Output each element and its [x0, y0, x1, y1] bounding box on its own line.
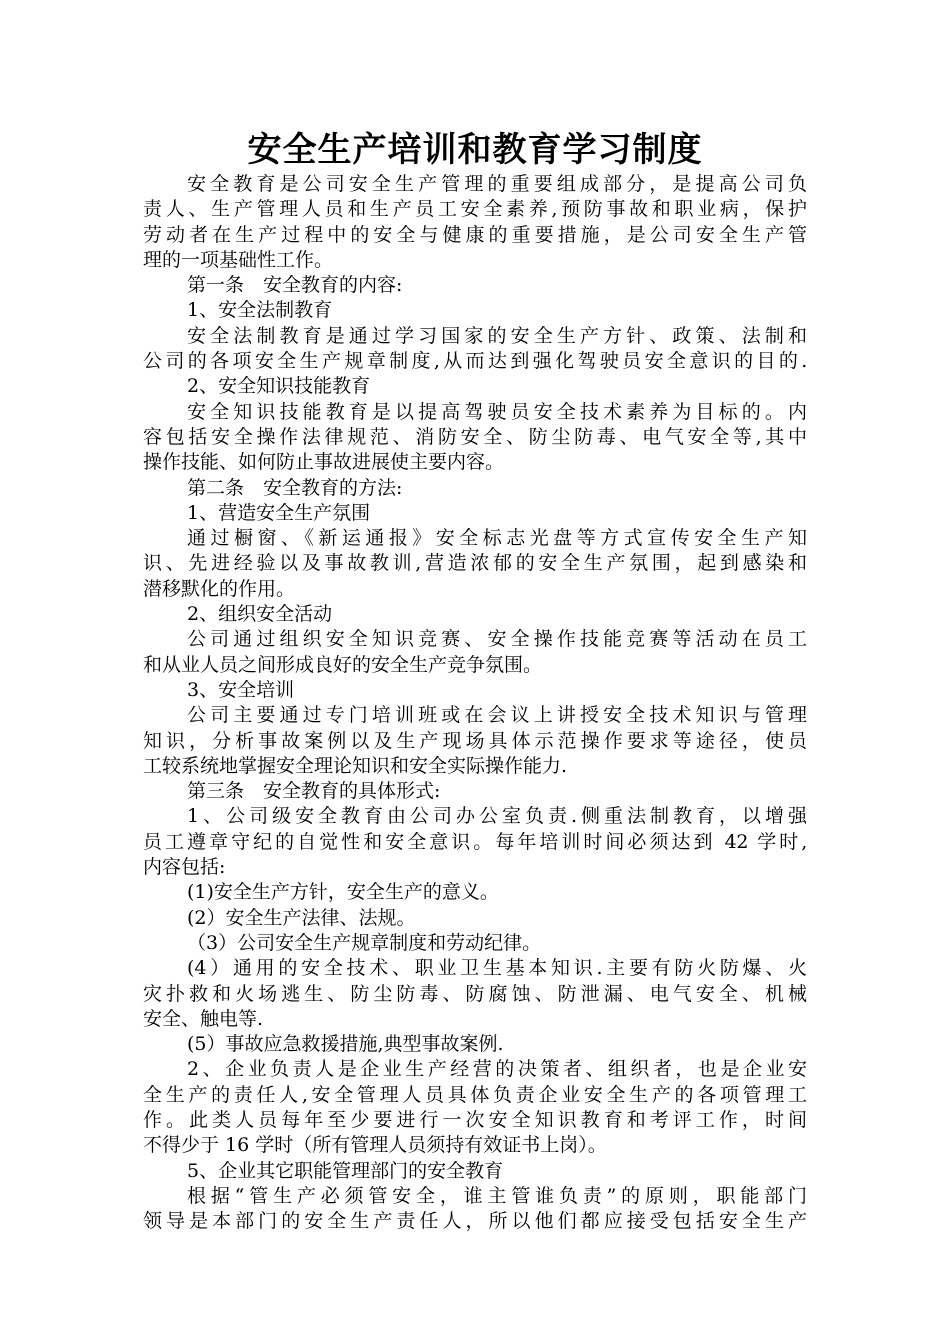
paragraph-line: 公司通过组织安全知识竞赛、安全操作技能竞赛等活动在员工 — [187, 628, 807, 651]
section-heading: 第二条 安全教育的方法: — [187, 476, 403, 499]
paragraph-line: 潜移默化的作用。 — [143, 577, 296, 600]
paragraph-line: 公司的各项安全生产规章制度,从而达到强化驾驶员安全意识的目的. — [143, 350, 807, 373]
paragraph-line: 通过橱窗、《新运通报》安全标志光盘等方式宣传安全生产知 — [187, 527, 807, 550]
paragraph-line: 公司主要通过专门培训班或在会议上讲授安全技术知识与管理 — [187, 704, 807, 727]
subsection-heading: 1、安全法制教育 — [187, 299, 333, 322]
section-heading: 第三条 安全教育的具体形式: — [187, 780, 441, 803]
paragraph-line: 责人、生产管理人员和生产员工安全素养,预防事故和职业病，保护 — [143, 198, 807, 221]
document-page — [143, 128, 807, 1234]
section-heading: 第一条 安全教育的内容: — [187, 274, 403, 297]
list-item: (1)安全生产方针，安全生产的意义。 — [187, 881, 499, 904]
document-title: 安全生产培训和教育学习制度 — [247, 130, 703, 170]
paragraph-line: 员工遵章守纪的自觉性和安全意识。每年培训时间必须达到 42 学时, — [143, 830, 807, 853]
list-item: (5）事故应急救援措施,典型事故案例. — [187, 1033, 504, 1056]
paragraph-line: 灾扑救和火场逃生、防尘防毒、防腐蚀、防泄漏、电气安全、机械 — [143, 982, 807, 1005]
paragraph-line: 劳动者在生产过程中的安全与健康的重要措施，是公司安全生产管 — [143, 223, 807, 246]
paragraph-line: 不得少于 16 学时（所有管理人员须持有效证书上岗）。 — [143, 1134, 607, 1157]
paragraph-line: 理的一项基础性工作。 — [143, 248, 334, 271]
list-item: (4）通用的安全技术、职业卫生基本知识.主要有防火防爆、火 — [187, 957, 807, 980]
paragraph-line: 作。此类人员每年至少要进行一次安全知识教育和考评工作，时间 — [143, 1108, 807, 1131]
paragraph-line: 和从业人员之间形成良好的安全生产竞争氛围。 — [143, 653, 543, 676]
list-item: (2）安全生产法律、法规。 — [187, 906, 416, 929]
paragraph-line: 操作技能、如何防止事故进展使主要内容。 — [143, 451, 505, 474]
paragraph-line: 工较系统地掌握安全理论知识和安全实际操作能力. — [143, 754, 568, 777]
paragraph-line: 安全知识技能教育是以提高驾驶员安全技术素养为目标的。内 — [187, 400, 807, 423]
paragraph-line: 知识，分析事故案例以及生产现场具体示范操作要求等途径，使员 — [143, 729, 807, 752]
paragraph-line: 安全教育是公司安全生产管理的重要组成部分，是提高公司负 — [187, 173, 807, 195]
paragraph-line: 领导是本部门的安全生产责任人，所以他们都应接受包括安全生产 — [143, 1210, 807, 1233]
paragraph-line: 容包括安全操作法律规范、消防安全、防尘防毒、电气安全等,其中 — [143, 425, 807, 448]
subsection-heading: 1、营造安全生产氛围 — [187, 501, 371, 524]
paragraph-line: 内容包括: — [143, 856, 226, 879]
subsection-heading: 5、企业其它职能管理部门的安全教育 — [187, 1159, 504, 1182]
paragraph-line: 1、公司级安全教育由公司办公室负责.侧重法制教育，以增强 — [187, 805, 807, 828]
paragraph-line: 根据“管生产必须管安全，谁主管谁负责”的原则，职能部门 — [187, 1184, 807, 1207]
subsection-heading: 2、组织安全活动 — [187, 603, 333, 626]
subsection-heading: 2、安全知识技能教育 — [187, 375, 371, 398]
paragraph-line: 安全、触电等. — [143, 1007, 264, 1030]
paragraph-line: 全生产的责任人,安全管理人员具体负责企业安全生产的各项管理工 — [143, 1083, 807, 1106]
paragraph-line: 安全法制教育是通过学习国家的安全生产方针、政策、法制和 — [187, 324, 807, 347]
subsection-heading: 3、安全培训 — [187, 678, 295, 701]
paragraph-line: 2、企业负责人是企业生产经营的决策者、组织者，也是企业安 — [187, 1058, 807, 1081]
paragraph-line: 识、先进经验以及事故教训,营造浓郁的安全生产氛围，起到感染和 — [143, 552, 807, 575]
list-item: （3）公司安全生产规章制度和劳动纪律。 — [187, 931, 542, 954]
